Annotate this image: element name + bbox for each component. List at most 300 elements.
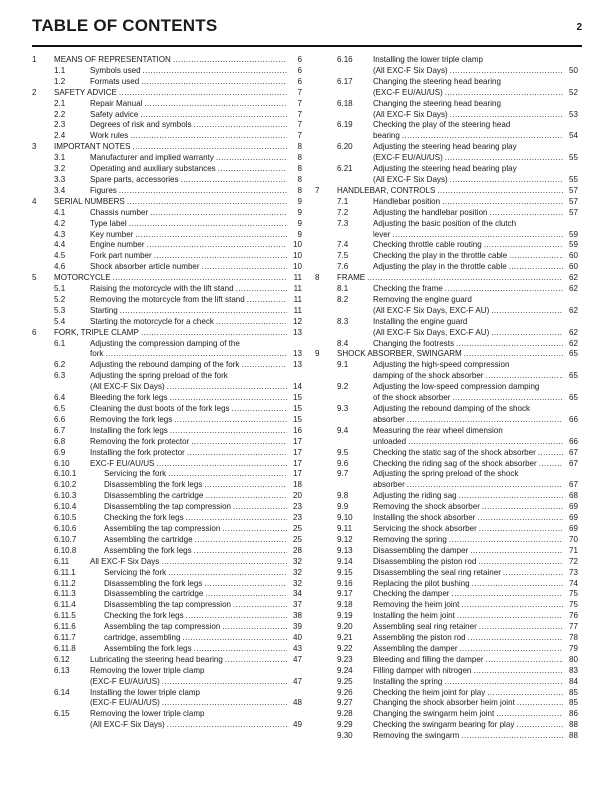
- toc-entry[interactable]: [32, 469, 302, 480]
- toc-entry-number: 6.11.7: [54, 633, 76, 643]
- toc-entry[interactable]: [32, 513, 302, 524]
- toc-entry[interactable]: [315, 568, 578, 579]
- dot-leader: [167, 720, 287, 731]
- toc-entry[interactable]: [32, 371, 302, 393]
- dot-leader: [204, 480, 287, 491]
- toc-entry[interactable]: [32, 164, 302, 175]
- toc-entry-number: 6.18: [337, 98, 353, 108]
- toc-entry-number: 6.10.8: [54, 545, 77, 555]
- toc-page-number: 65: [569, 371, 578, 381]
- dot-leader: [187, 448, 287, 459]
- toc-page-number: 59: [569, 240, 578, 250]
- toc-entry[interactable]: [32, 600, 302, 611]
- toc-page-number: 62: [569, 327, 578, 337]
- toc-page-number: 54: [569, 131, 578, 141]
- toc-entry[interactable]: [32, 99, 302, 110]
- toc-entry[interactable]: [315, 262, 578, 273]
- toc-page-number: 8: [297, 153, 302, 163]
- toc-page-number: 68: [569, 491, 578, 501]
- toc-page-number: 20: [293, 491, 302, 501]
- toc-entry-title: (All EXC-F Six Days): [373, 174, 448, 184]
- toc-entry[interactable]: [32, 295, 302, 306]
- toc-entry[interactable]: [315, 709, 578, 720]
- toc-entry-number: 2.4: [54, 131, 66, 141]
- dot-leader: [470, 546, 563, 557]
- toc-entry[interactable]: [315, 295, 578, 317]
- toc-entry[interactable]: [32, 393, 302, 404]
- toc-column-right: [315, 55, 578, 742]
- toc-entry[interactable]: [315, 546, 578, 557]
- dot-leader: [503, 568, 563, 579]
- toc-entry[interactable]: [32, 579, 302, 590]
- toc-entry-title: Adjusting the basic position of the clutch: [373, 218, 517, 228]
- toc-entry[interactable]: [315, 469, 578, 491]
- toc-page-number: 10: [293, 251, 302, 261]
- toc-page-number: 9: [297, 196, 302, 206]
- dot-leader: [509, 251, 563, 262]
- toc-entry-number: 9.4: [337, 425, 349, 435]
- toc-entry[interactable]: [32, 437, 302, 448]
- dot-leader: [479, 524, 563, 535]
- toc-entry[interactable]: [315, 611, 578, 622]
- toc-entry-title: Replacing the pilot bushing: [373, 578, 470, 588]
- toc-entry[interactable]: [32, 230, 302, 241]
- toc-entry[interactable]: [315, 666, 578, 677]
- toc-entry[interactable]: [315, 284, 578, 295]
- toc-entry-number: 1.2: [54, 76, 66, 86]
- toc-entry-number: 7.4: [337, 240, 349, 250]
- toc-entry[interactable]: [32, 306, 302, 317]
- toc-entry[interactable]: [32, 131, 302, 142]
- toc-column-left: [32, 55, 302, 731]
- toc-entry-number: 9.24: [337, 665, 353, 675]
- dot-leader: [539, 459, 563, 470]
- toc-entry[interactable]: [32, 502, 302, 513]
- toc-entry[interactable]: [32, 589, 302, 600]
- toc-entry[interactable]: [32, 568, 302, 579]
- toc-entry[interactable]: [32, 491, 302, 502]
- toc-entry-title: cartridge, assembling: [104, 633, 181, 643]
- toc-entry-number: 6.1: [54, 338, 66, 348]
- toc-entry[interactable]: [32, 251, 302, 262]
- toc-entry[interactable]: [315, 360, 578, 382]
- toc-entry-title: Removing the spring: [373, 534, 447, 544]
- toc-entry-title: Lubricating the steering head bearing: [90, 654, 223, 664]
- dot-leader: [233, 502, 287, 513]
- toc-entry-title: Removing the shock absorber: [373, 502, 480, 512]
- toc-entry-title: Assembling the damper: [373, 643, 458, 653]
- dot-leader: [150, 208, 287, 219]
- toc-page-number: 32: [293, 567, 302, 577]
- toc-entry[interactable]: [315, 622, 578, 633]
- toc-entry[interactable]: [315, 655, 578, 666]
- toc-entry[interactable]: [315, 677, 578, 688]
- toc-entry-title: (All EXC-F Six Days): [373, 65, 448, 75]
- dot-leader: [216, 317, 287, 328]
- dot-leader: [144, 99, 287, 110]
- toc-entry-number: 9.30: [337, 731, 353, 741]
- toc-entry[interactable]: [32, 219, 302, 230]
- toc-entry[interactable]: [32, 666, 302, 688]
- toc-entry-title: Adjusting the low-speed compression damping: [373, 382, 540, 392]
- toc-entry-number: 4.2: [54, 218, 66, 228]
- toc-entry-title: Checking the frame: [373, 284, 443, 294]
- toc-entry[interactable]: [315, 633, 578, 644]
- dot-leader: [202, 262, 287, 273]
- toc-entry[interactable]: [32, 655, 302, 666]
- toc-entry-title: MOTORCYCLE: [54, 273, 111, 283]
- toc-entry-title: Adjusting the spring preload of the shock: [373, 469, 519, 479]
- toc-entry-title: Measuring the rear wheel dimension: [373, 425, 503, 435]
- toc-entry-number: 9.1: [337, 360, 349, 370]
- toc-entry-number: 9.8: [337, 491, 349, 501]
- dot-leader: [468, 633, 563, 644]
- dot-leader: [135, 230, 287, 241]
- toc-entry-title: Servicing the fork: [104, 469, 167, 479]
- toc-entry-title: Cleaning the dust boots of the fork legs: [90, 404, 230, 413]
- toc-entry-number: 6.15: [54, 709, 70, 719]
- toc-page-number: 71: [569, 545, 578, 555]
- toc-entry[interactable]: [315, 382, 578, 404]
- toc-entry[interactable]: [32, 110, 302, 121]
- toc-entry-title: damping of the shock absorber: [373, 371, 484, 381]
- dot-leader: [456, 339, 563, 350]
- toc-page-number: 17: [293, 469, 302, 479]
- dot-leader: [194, 644, 287, 655]
- dot-leader: [186, 611, 287, 622]
- toc-entry-number: 6.10.5: [54, 513, 77, 523]
- toc-entry[interactable]: [32, 480, 302, 491]
- toc-entry[interactable]: [32, 415, 302, 426]
- toc-entry-number: 7.2: [337, 207, 349, 217]
- toc-entry[interactable]: [315, 164, 578, 186]
- toc-entry[interactable]: [315, 186, 578, 197]
- toc-entry[interactable]: [32, 175, 302, 186]
- toc-page-number: 15: [293, 393, 302, 403]
- dot-leader: [186, 513, 287, 524]
- toc-entry-number: 6.11: [54, 556, 70, 566]
- toc-entry[interactable]: [315, 77, 578, 99]
- toc-entry-title: All EXC-F Six Days: [90, 556, 160, 566]
- toc-entry-title: Changing the steering head bearing: [373, 98, 501, 108]
- toc-entry-title: Disassembling the tap compression: [104, 600, 232, 610]
- toc-entry[interactable]: [32, 186, 302, 197]
- toc-entry[interactable]: [315, 459, 578, 470]
- toc-entry[interactable]: [315, 698, 578, 709]
- dot-leader: [459, 491, 563, 502]
- toc-entry-title: Starting the motorcycle for a check: [90, 316, 214, 326]
- toc-page-number: 9: [297, 229, 302, 239]
- toc-entry-number: 9.29: [337, 720, 353, 730]
- toc-page-number: 67: [569, 447, 578, 457]
- toc-entry-title: Removing the heim joint: [373, 600, 460, 610]
- toc-page-number: 49: [293, 720, 302, 730]
- toc-entry[interactable]: [32, 197, 302, 208]
- toc-page-number: 10: [293, 240, 302, 250]
- toc-entry[interactable]: [32, 66, 302, 77]
- dot-leader: [449, 535, 563, 546]
- toc-entry-title: Assembling the tap compression: [104, 622, 221, 632]
- dot-leader: [132, 142, 287, 153]
- toc-entry-number: 9.27: [337, 698, 353, 708]
- toc-entry-number: 2: [32, 87, 37, 97]
- toc-entry[interactable]: [315, 349, 578, 360]
- toc-entry-number: 6.10.2: [54, 480, 77, 490]
- toc-entry-number: 9.14: [337, 556, 353, 566]
- toc-entry-title: Removing the engine guard: [373, 294, 472, 304]
- toc-entry-number: 6.10.1: [54, 469, 77, 479]
- toc-page-number: 62: [569, 273, 578, 283]
- toc-entry[interactable]: [315, 251, 578, 262]
- toc-entry-number: 3.3: [54, 174, 66, 184]
- toc-entry-title: of the shock absorber: [373, 393, 451, 403]
- toc-entry-number: 9.5: [337, 447, 349, 457]
- toc-entry-number: 6.10.6: [54, 523, 77, 533]
- toc-page-number: 17: [293, 458, 302, 468]
- toc-entry-number: 6.11.4: [54, 600, 76, 610]
- toc-entry[interactable]: [32, 262, 302, 273]
- toc-entry[interactable]: [32, 688, 302, 710]
- toc-page-number: 13: [293, 360, 302, 370]
- toc-entry-number: 5.4: [54, 316, 66, 326]
- toc-entry-title: Checking the swingarm bearing for play: [373, 720, 515, 730]
- toc-entry[interactable]: [32, 339, 302, 361]
- toc-entry[interactable]: [315, 502, 578, 513]
- dot-leader: [173, 55, 287, 66]
- toc-entry[interactable]: [315, 240, 578, 251]
- toc-page-number: 55: [569, 153, 578, 163]
- toc-entry-number: 6.14: [54, 687, 70, 697]
- toc-entry-title: Disassembling the fork legs: [104, 578, 203, 588]
- toc-entry[interactable]: [315, 55, 578, 77]
- toc-page-number: 7: [297, 131, 302, 141]
- toc-entry[interactable]: [315, 273, 578, 284]
- toc-entry-title: absorber: [373, 414, 405, 424]
- toc-entry[interactable]: [315, 426, 578, 448]
- toc-entry-number: 8: [315, 273, 320, 283]
- toc-entry[interactable]: [32, 557, 302, 568]
- dot-leader: [450, 175, 563, 186]
- toc-entry[interactable]: [32, 55, 302, 66]
- dot-leader: [538, 448, 563, 459]
- toc-page-number: 7: [297, 87, 302, 97]
- dot-leader: [407, 480, 563, 491]
- toc-page-number: 12: [293, 316, 302, 326]
- toc-entry-number: 4: [32, 196, 37, 206]
- toc-entry[interactable]: [32, 524, 302, 535]
- toc-entry[interactable]: [315, 600, 578, 611]
- toc-page-number: 69: [569, 502, 578, 512]
- toc-entry-number: 6.11.6: [54, 622, 76, 632]
- toc-entry-title: Adjusting the rebound damping of the shock: [373, 404, 531, 413]
- toc-entry[interactable]: [32, 459, 302, 470]
- toc-entry-number: 7.6: [337, 262, 349, 272]
- toc-entry-number: 9.13: [337, 545, 353, 555]
- toc-entry[interactable]: [315, 317, 578, 339]
- toc-entry[interactable]: [32, 142, 302, 153]
- toc-entry[interactable]: [32, 644, 302, 655]
- toc-entry-number: 3.1: [54, 153, 66, 163]
- toc-entry-title: SAFETY ADVICE: [54, 87, 117, 97]
- toc-entry-number: 9.12: [337, 534, 353, 544]
- toc-entry-title: Checking the fork legs: [104, 611, 184, 621]
- toc-entry-title: Adjusting the riding sag: [373, 491, 457, 501]
- toc-entry[interactable]: [315, 197, 578, 208]
- toc-page-number: 25: [293, 534, 302, 544]
- toc-page-number: 66: [569, 414, 578, 424]
- toc-page-number: 85: [569, 687, 578, 697]
- toc-entry-title: Adjusting the handlebar position: [373, 207, 488, 217]
- toc-entry[interactable]: [315, 579, 578, 590]
- toc-entry[interactable]: [315, 120, 578, 142]
- toc-entry[interactable]: [315, 219, 578, 241]
- toc-page-number: 83: [569, 665, 578, 675]
- dot-leader: [174, 415, 287, 426]
- toc-entry[interactable]: [315, 99, 578, 121]
- toc-entry-title: (All EXC-F Six Days): [90, 382, 165, 392]
- toc-entry-title: Adjusting the spring preload of the fork: [90, 371, 228, 381]
- toc-entry-number: 6.5: [54, 404, 66, 413]
- toc-entry-number: 4.6: [54, 262, 66, 272]
- toc-page-number: 67: [569, 480, 578, 490]
- toc-entry-title: (All EXC-F Six Days, EXC-F AU): [373, 327, 490, 337]
- dot-leader: [484, 240, 563, 251]
- toc-entry[interactable]: [315, 404, 578, 426]
- toc-entry-title: Removing the fork legs: [90, 414, 173, 424]
- dot-leader: [232, 404, 287, 415]
- toc-entry-title: Installing the shock absorber: [373, 513, 476, 523]
- toc-entry[interactable]: [315, 448, 578, 459]
- dot-leader: [143, 66, 287, 77]
- toc-entry[interactable]: [32, 535, 302, 546]
- toc-page-number: 60: [569, 251, 578, 261]
- dot-leader: [161, 557, 287, 568]
- toc-entry[interactable]: [32, 273, 302, 284]
- toc-entry[interactable]: [315, 142, 578, 164]
- toc-entry-title: Installing the fork legs: [90, 425, 168, 435]
- toc-page-number: 7: [297, 98, 302, 108]
- toc-entry[interactable]: [32, 360, 302, 371]
- toc-entry[interactable]: [315, 644, 578, 655]
- dot-leader: [437, 186, 563, 197]
- toc-page-number: 78: [569, 633, 578, 643]
- toc-entry-title: Installing the heim joint: [373, 611, 455, 621]
- toc-entry-number: 9.22: [337, 643, 353, 653]
- toc-entry[interactable]: [315, 688, 578, 699]
- toc-entry-title: MEANS OF REPRESENTATION: [54, 55, 171, 64]
- toc-entry-number: 8.2: [337, 294, 349, 304]
- dot-leader: [472, 579, 563, 590]
- toc-entry[interactable]: [315, 557, 578, 568]
- dot-leader: [169, 393, 287, 404]
- dot-leader: [392, 230, 563, 241]
- toc-entry[interactable]: [32, 284, 302, 295]
- toc-entry[interactable]: [315, 339, 578, 350]
- toc-entry[interactable]: [315, 208, 578, 219]
- toc-entry[interactable]: [32, 404, 302, 415]
- toc-entry[interactable]: [32, 88, 302, 99]
- toc-entry[interactable]: [32, 426, 302, 437]
- toc-entry-number: 6.10.7: [54, 534, 77, 544]
- toc-entry[interactable]: [32, 153, 302, 164]
- toc-entry[interactable]: [32, 240, 302, 251]
- toc-entry-number: 3.2: [54, 164, 66, 174]
- toc-entry[interactable]: [32, 709, 302, 731]
- dot-leader: [156, 459, 287, 470]
- toc-entry-number: 6.11.3: [54, 589, 76, 599]
- toc-entry-number: 6.13: [54, 665, 70, 675]
- toc-entry[interactable]: [32, 120, 302, 131]
- page-number: 2: [576, 22, 582, 33]
- toc-entry[interactable]: [315, 524, 578, 535]
- toc-entry[interactable]: [32, 208, 302, 219]
- toc-entry-number: 6.9: [54, 447, 66, 457]
- toc-page-number: 6: [297, 55, 302, 64]
- toc-entry-title: (All EXC-F Six Days, EXC-F AU): [373, 305, 490, 315]
- toc-entry-title: Filling damper with nitrogen: [373, 665, 472, 675]
- dot-leader: [130, 131, 287, 142]
- toc-page-number: 6: [297, 76, 302, 86]
- toc-entry-title: FORK, TRIPLE CLAMP: [54, 327, 139, 337]
- toc-entry-title: Adjusting the high-speed compression: [373, 360, 510, 370]
- toc-entry-title: Checking the damper: [373, 589, 450, 599]
- toc-entry-title: lever: [373, 229, 391, 239]
- toc-entry[interactable]: [32, 622, 302, 633]
- toc-entry[interactable]: [32, 546, 302, 557]
- toc-page-number: 16: [293, 425, 302, 435]
- toc-page-number: 13: [293, 327, 302, 337]
- toc-entry-title: Handlebar position: [373, 196, 441, 206]
- toc-entry[interactable]: [32, 448, 302, 459]
- toc-entry[interactable]: [32, 633, 302, 644]
- toc-page-number: 79: [569, 643, 578, 653]
- dot-leader: [154, 251, 287, 262]
- dot-leader: [194, 120, 287, 131]
- toc-entry-number: 6.7: [54, 425, 66, 435]
- toc-entry[interactable]: [315, 535, 578, 546]
- toc-entry[interactable]: [315, 720, 578, 731]
- toc-entry[interactable]: [32, 77, 302, 88]
- toc-entry-title: absorber: [373, 480, 405, 490]
- toc-entry-title: Type label: [90, 218, 127, 228]
- toc-entry-title: HANDLEBAR, CONTROLS: [337, 185, 436, 195]
- toc-entry[interactable]: [32, 328, 302, 339]
- toc-entry-number: 4.4: [54, 240, 66, 250]
- toc-entry[interactable]: [315, 491, 578, 502]
- toc-entry[interactable]: [315, 589, 578, 600]
- toc-entry[interactable]: [32, 317, 302, 328]
- toc-page-number: 67: [569, 458, 578, 468]
- toc-entry-title: Symbols used: [90, 65, 141, 75]
- dot-leader: [168, 469, 287, 480]
- dot-leader: [241, 360, 287, 371]
- toc-entry[interactable]: [32, 611, 302, 622]
- dot-leader: [491, 328, 563, 339]
- toc-entry-title: Changing the steering head bearing: [373, 76, 501, 86]
- toc-page-number: 7: [297, 109, 302, 119]
- toc-entry-title: Removing the swingarm: [373, 731, 460, 741]
- toc-entry-title: Manufacturer and implied warranty: [90, 153, 214, 163]
- toc-page-number: 23: [293, 513, 302, 523]
- toc-entry[interactable]: [315, 513, 578, 524]
- toc-entry-title: Degrees of risk and symbols: [90, 120, 192, 130]
- toc-entry[interactable]: [315, 731, 578, 742]
- toc-entry-title: Adjusting the steering head bearing play: [373, 142, 517, 152]
- toc-entry-number: 3.4: [54, 185, 66, 195]
- toc-page-number: 57: [569, 207, 578, 217]
- toc-entry-number: 9: [315, 349, 320, 359]
- dot-leader: [218, 164, 287, 175]
